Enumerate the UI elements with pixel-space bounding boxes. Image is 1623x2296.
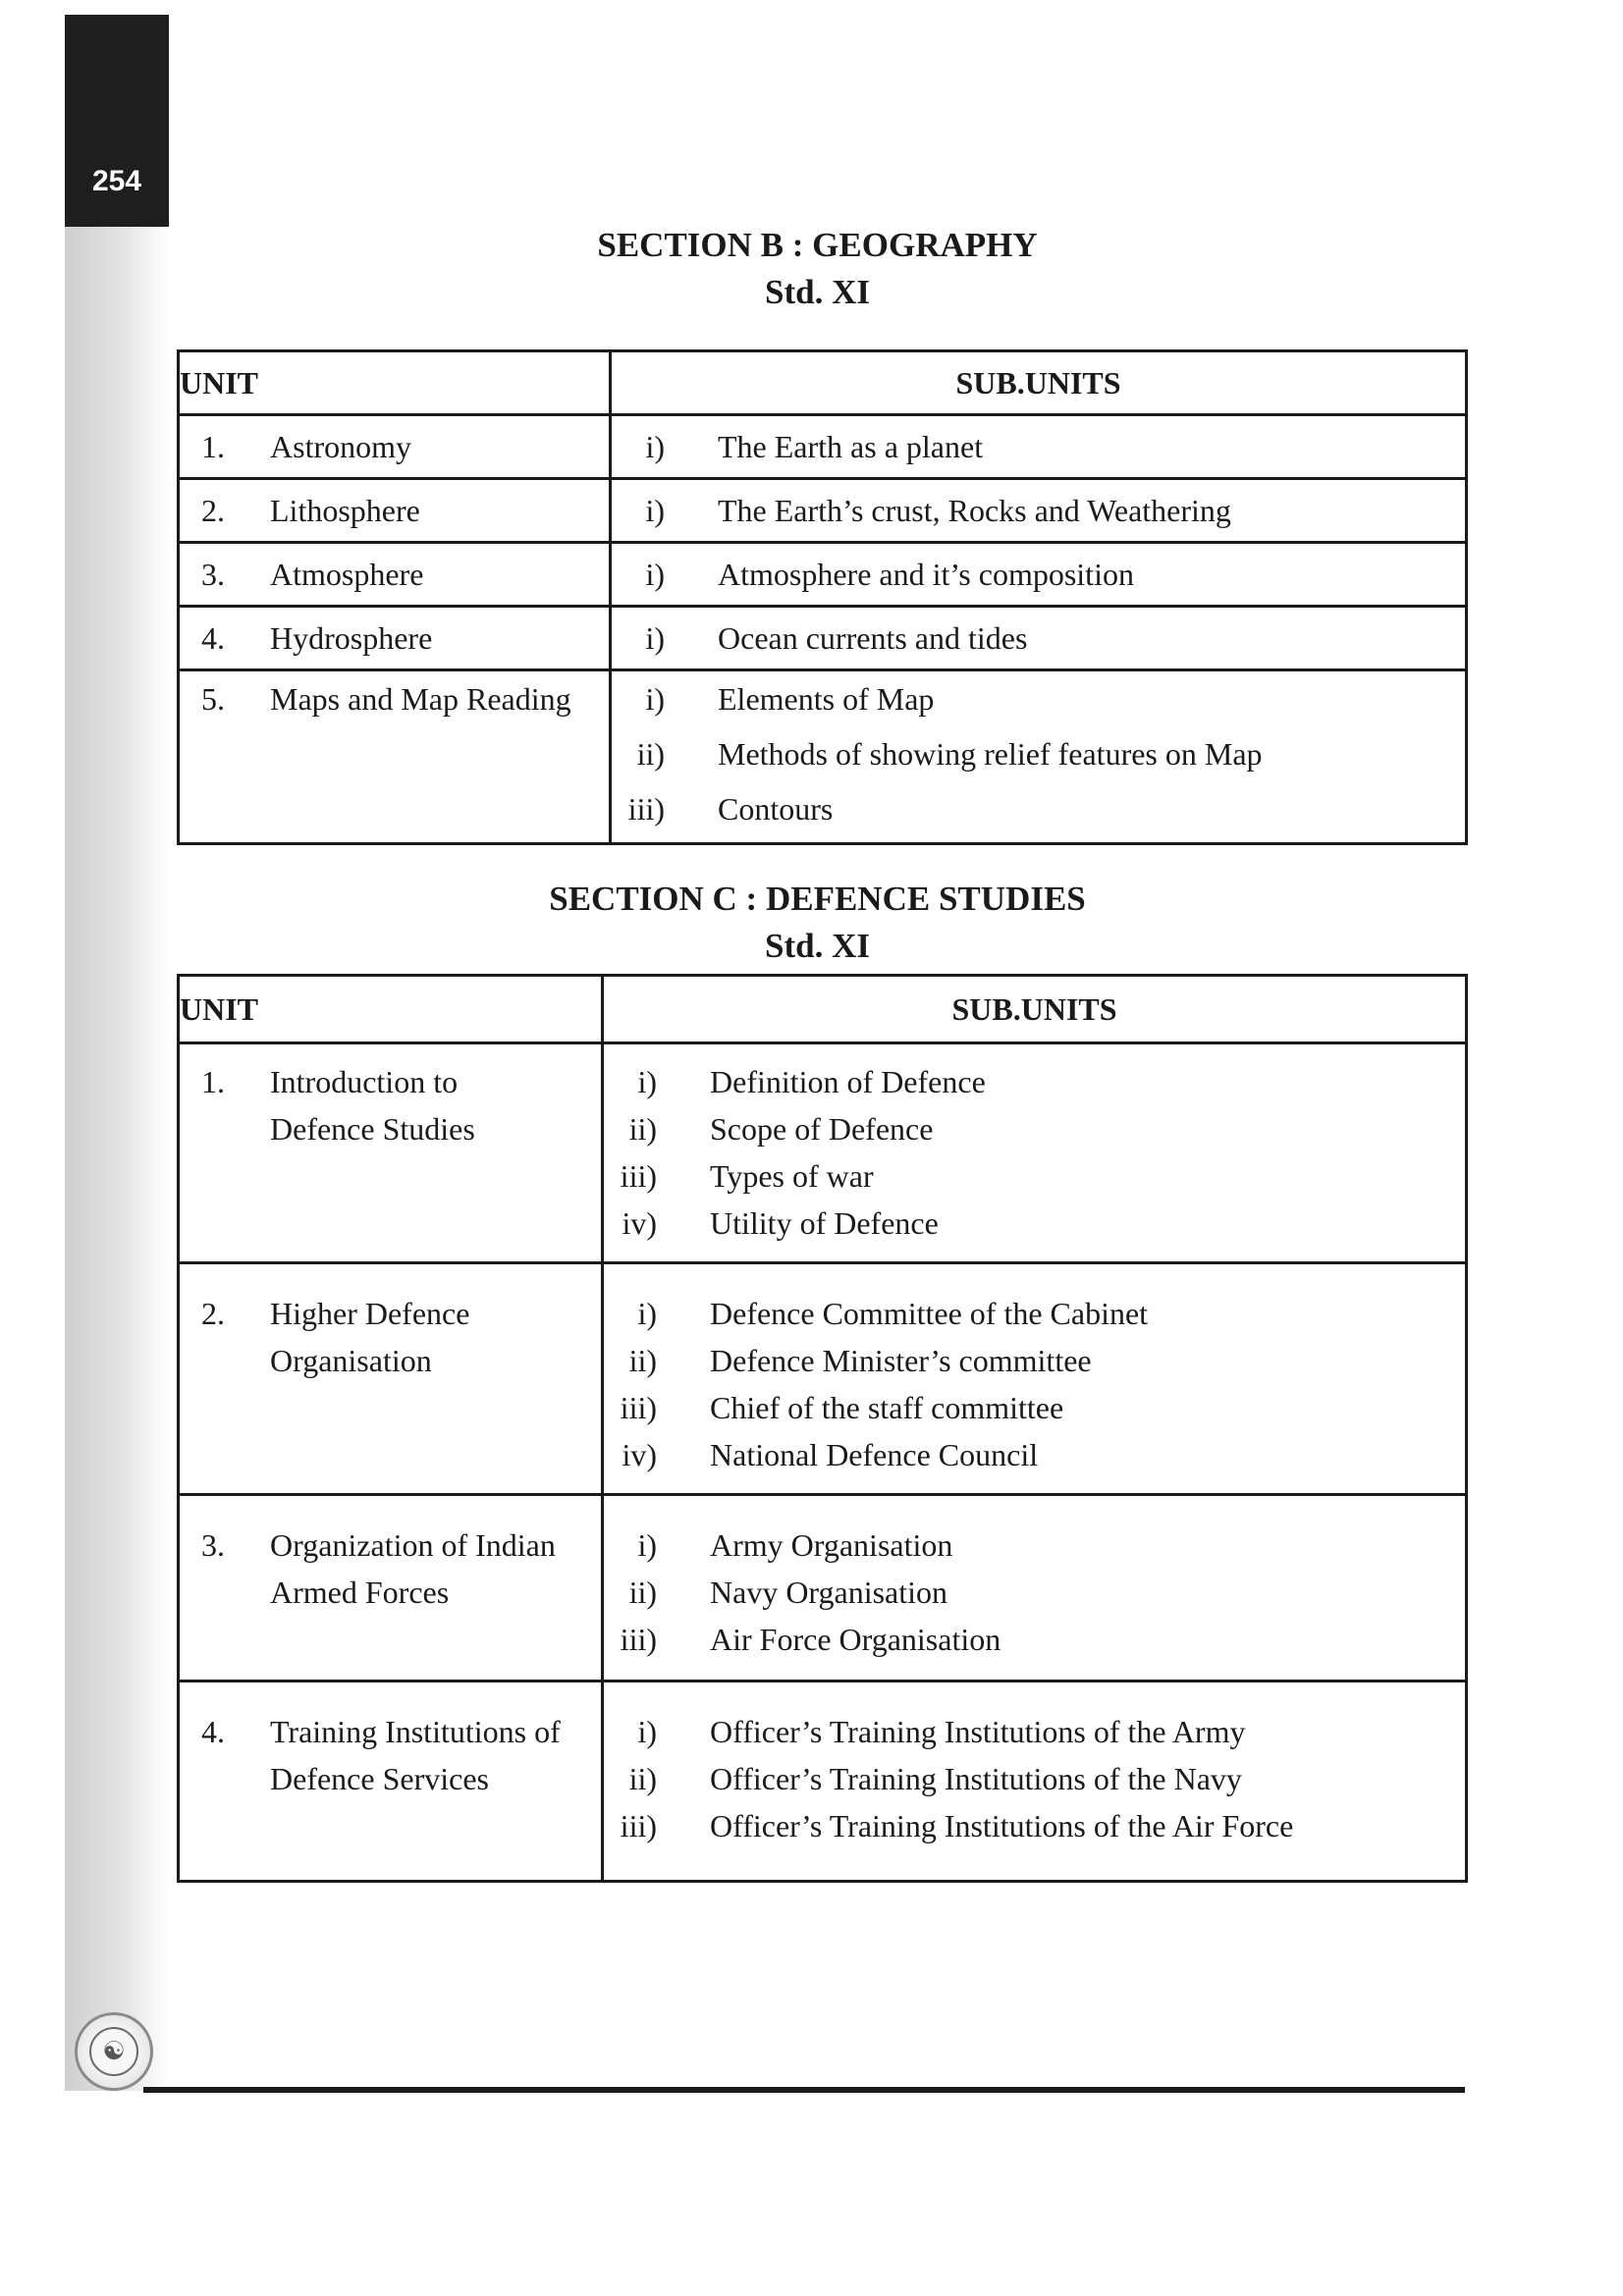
unit-number: 2. (201, 1296, 225, 1331)
subunit-text: Elements of Map (718, 681, 935, 717)
section-b-title: SECTION B : GEOGRAPHY (597, 226, 1038, 264)
defence-studies-units-table (177, 974, 1468, 1883)
subunit-item (612, 608, 1465, 668)
subunit-item (612, 671, 1465, 726)
subunits-cell (611, 543, 1467, 607)
section-c-heading (0, 876, 1623, 970)
subunits-column-header: SUB.UNITS (611, 351, 1467, 415)
subunit-item (612, 416, 1465, 477)
subunit-numeral: iii) (620, 1808, 657, 1843)
subunit-text: Utility of Defence (710, 1205, 939, 1241)
subunits-cell (611, 415, 1467, 479)
subunit-numeral: i) (645, 557, 665, 592)
section-c-title: SECTION C : DEFENCE STUDIES (549, 880, 1086, 918)
table-row (179, 415, 1467, 479)
unit-name-line: Higher Defence (270, 1296, 470, 1331)
subunit-numeral: i) (645, 681, 665, 717)
subunit-numeral: i) (637, 1064, 657, 1099)
unit-number: 1. (201, 1064, 225, 1099)
subunit-item (604, 1152, 1465, 1200)
subunit-text: Officer’s Training Institutions of the Navy (710, 1761, 1242, 1796)
subunit-numeral: ii) (636, 736, 665, 772)
subunit-numeral: iii) (627, 791, 665, 827)
subunit-numeral: iii) (620, 1622, 657, 1657)
table-row (179, 1263, 1467, 1495)
unit-name: Lithosphere (270, 493, 420, 528)
subunit-numeral: i) (645, 620, 665, 656)
subunit-text: Contours (718, 791, 834, 827)
subunit-text: Types of war (710, 1158, 874, 1194)
subunit-text: Army Organisation (710, 1527, 953, 1563)
table-header-row (179, 351, 1467, 415)
unit-number: 4. (201, 620, 225, 656)
unit-name-line: Training Institutions of (270, 1714, 561, 1749)
subunit-text: Chief of the staff committee (710, 1390, 1064, 1425)
subunit-text: Officer’s Training Institutions of the Air Force (710, 1808, 1294, 1843)
subunit-numeral: i) (637, 1527, 657, 1563)
unit-cell (179, 543, 611, 607)
page-number-tab (65, 15, 169, 227)
subunit-text: Ocean currents and tides (718, 620, 1028, 656)
unit-name-line: Organisation (270, 1343, 432, 1378)
table-row (179, 1495, 1467, 1682)
subunit-numeral: ii) (628, 1575, 657, 1610)
unit-name-line: Defence Studies (270, 1111, 475, 1147)
emblem-icon (75, 2012, 153, 2091)
unit-name: Astronomy (270, 429, 411, 464)
subunit-item (604, 1522, 1465, 1569)
table-row (179, 1043, 1467, 1263)
subunits-cell (611, 670, 1467, 844)
subunit-item (612, 544, 1465, 605)
subunit-item (604, 1337, 1465, 1384)
table-row (179, 607, 1467, 670)
unit-column-header: UNIT (179, 351, 611, 415)
subunit-text: The Earth’s crust, Rocks and Weathering (718, 493, 1231, 528)
unit-cell (179, 1263, 603, 1495)
subunit-text: Methods of showing relief features on Map (718, 736, 1263, 772)
section-b-heading (0, 222, 1623, 316)
page-number: 254 (91, 165, 142, 197)
unit-number: 5. (201, 681, 225, 717)
subunit-text: Defence Committee of the Cabinet (710, 1296, 1149, 1331)
subunit-numeral: ii) (628, 1761, 657, 1796)
subunit-text: Definition of Defence (710, 1064, 986, 1099)
subunit-item (612, 781, 1465, 836)
unit-number: 3. (201, 557, 225, 592)
subunit-item (604, 1802, 1465, 1849)
subunits-cell (603, 1495, 1467, 1682)
unit-cell (179, 1682, 603, 1882)
subunit-item (612, 480, 1465, 541)
subunit-numeral: ii) (628, 1343, 657, 1378)
subunit-numeral: iii) (620, 1390, 657, 1425)
subunit-item (604, 1290, 1465, 1337)
subunits-cell (603, 1043, 1467, 1263)
emblem-inner-ring: ☯ (89, 2027, 138, 2076)
subunit-text: The Earth as a planet (718, 429, 984, 464)
subunit-text: Atmosphere and it’s composition (718, 557, 1134, 592)
unit-cell (179, 1043, 603, 1263)
subunit-text: Air Force Organisation (710, 1622, 1001, 1657)
subunit-numeral: iv) (622, 1437, 657, 1472)
table-row (179, 670, 1467, 844)
unit-name-line: Organization of Indian (270, 1527, 556, 1563)
subunit-text: Scope of Defence (710, 1111, 934, 1147)
subunit-item (604, 1200, 1465, 1247)
subunit-numeral: i) (645, 429, 665, 464)
subunit-numeral: i) (645, 493, 665, 528)
unit-cell (179, 1495, 603, 1682)
subunit-text: National Defence Council (710, 1437, 1039, 1472)
unit-name-line: Defence Services (270, 1761, 489, 1796)
subunit-item (612, 726, 1465, 781)
unit-name: Atmosphere (270, 557, 424, 592)
table-row (179, 479, 1467, 543)
table-header-row (179, 976, 1467, 1043)
unit-name: Hydrosphere (270, 620, 433, 656)
subunit-item (604, 1708, 1465, 1755)
unit-cell (179, 415, 611, 479)
section-c-std: Std. XI (765, 927, 870, 965)
subunit-numeral: ii) (628, 1111, 657, 1147)
subunits-column-header: SUB.UNITS (603, 976, 1467, 1043)
subunits-cell (611, 479, 1467, 543)
subunit-item (604, 1616, 1465, 1663)
subunit-item (604, 1105, 1465, 1152)
subunit-item (604, 1431, 1465, 1478)
subunit-text: Defence Minister’s committee (710, 1343, 1092, 1378)
footer-rule (143, 2087, 1465, 2093)
subunit-item (604, 1058, 1465, 1105)
subunit-text: Navy Organisation (710, 1575, 948, 1610)
subunit-item (604, 1755, 1465, 1802)
unit-number: 1. (201, 429, 225, 464)
table-row (179, 543, 1467, 607)
unit-cell (179, 479, 611, 543)
unit-name: Maps and Map Reading (270, 681, 571, 717)
unit-column-header: UNIT (179, 976, 603, 1043)
subunits-cell (603, 1263, 1467, 1495)
subunit-numeral: iii) (620, 1158, 657, 1194)
subunit-item (604, 1384, 1465, 1431)
unit-cell (179, 670, 611, 844)
unit-name-line: Introduction to (270, 1064, 459, 1099)
subunit-numeral: i) (637, 1714, 657, 1749)
side-margin-bar (65, 15, 169, 2091)
unit-cell (179, 607, 611, 670)
subunit-text: Officer’s Training Institutions of the Army (710, 1714, 1246, 1749)
geography-units-table (177, 349, 1468, 845)
subunits-cell (603, 1682, 1467, 1882)
subunit-item (604, 1569, 1465, 1616)
table-row (179, 1682, 1467, 1882)
unit-number: 3. (201, 1527, 225, 1563)
unit-number: 4. (201, 1714, 225, 1749)
subunit-numeral: i) (637, 1296, 657, 1331)
subunits-cell (611, 607, 1467, 670)
subunit-numeral: iv) (622, 1205, 657, 1241)
unit-number: 2. (201, 493, 225, 528)
unit-name-line: Armed Forces (270, 1575, 450, 1610)
section-b-std: Std. XI (765, 273, 870, 311)
